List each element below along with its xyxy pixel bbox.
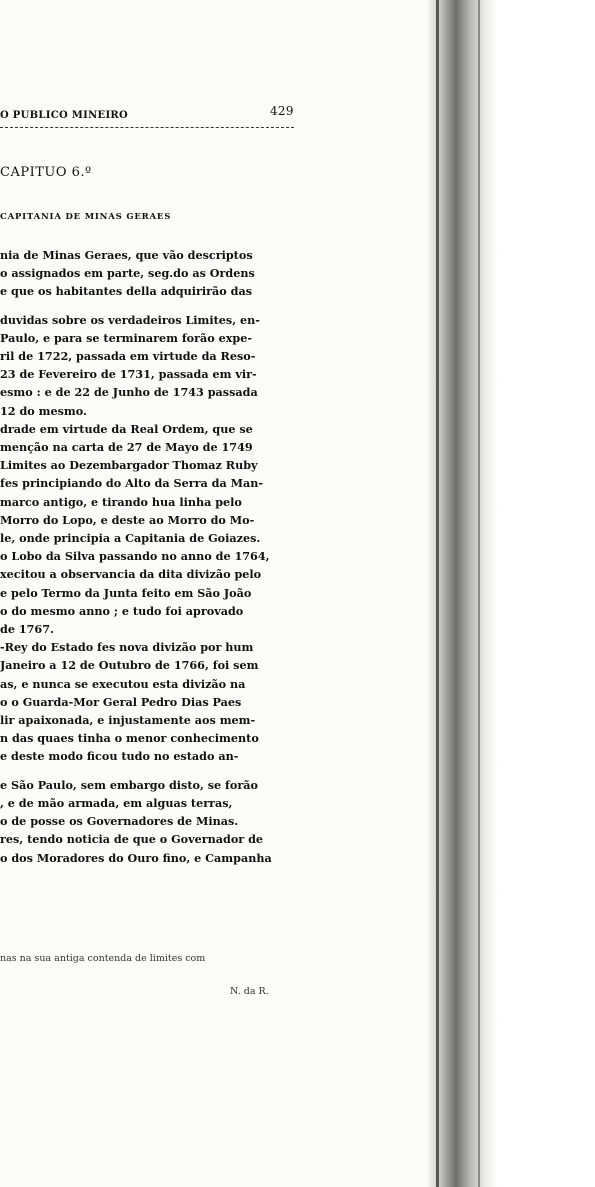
header-rule (0, 127, 294, 128)
body-line: nia de Minas Geraes, que vão descriptos (0, 248, 253, 262)
body-line: marco antigo, e tirando hua linha pelo (0, 494, 242, 509)
body-line: e pelo Termo da Junta feito em São João (0, 585, 252, 600)
chapter-title: CAPITUO 6.º (0, 165, 92, 180)
body-line: o do mesmo anno ; e tudo foi aprovado (0, 603, 244, 618)
body-line: -Rey do Estado fes nova divizão por hum (0, 640, 254, 655)
paragraph-gap (0, 766, 300, 776)
body-line: de 1767. (0, 622, 54, 637)
body-line: xecitou a observancia da dita divizão pelo (0, 567, 262, 582)
body-text (0, 246, 300, 867)
page-header (0, 104, 294, 126)
gutter-shadow-line (436, 0, 439, 1187)
body-line: drade em virtude da Real Ordem, que se (0, 421, 253, 436)
body-line: , e de mão armada, em alguas terras, (0, 795, 233, 810)
body-line: menção na carta de 27 de Mayo de 1749 (0, 440, 253, 455)
paragraph-gap (0, 301, 300, 311)
body-line: n das quaes tinha o menor conhecimento (0, 731, 259, 746)
body-line: e deste modo ficou tudo no estado an- (0, 749, 239, 764)
body-line: o assignados em parte, seg.do as Ordens (0, 266, 255, 281)
section-subtitle: CAPITANIA DE MINAS GERAES (0, 212, 172, 222)
body-line: Paulo, e para se terminarem forão expe- (0, 330, 252, 345)
footnote-signature: N. da R. (230, 986, 269, 997)
footnote: nas na sua antiga contenda de limites com (0, 953, 206, 964)
body-line: fes principiando do Alto da Serra da Man- (0, 476, 264, 491)
page-number: 429 (270, 104, 294, 118)
body-line: esmo : e de 22 de Junho de 1743 passada (0, 385, 258, 400)
body-line: e que os habitantes della adquirirão das (0, 284, 252, 299)
body-line: lir apaixonada, e injustamente aos mem- (0, 713, 256, 728)
body-line: ril de 1722, passada em virtude da Reso- (0, 349, 256, 364)
body-line: o de posse os Governadores de Minas. (0, 814, 239, 829)
running-title: O PUBLICO MINEIRO (0, 110, 129, 121)
body-line: res, tendo noticia de que o Governador de (0, 832, 264, 847)
body-line: e São Paulo, sem embargo disto, se forão (0, 777, 258, 792)
body-line: Limites ao Dezembargador Thomaz Ruby (0, 458, 258, 473)
gutter-edge-line (478, 0, 480, 1187)
body-line: Morro do Lopo, e deste ao Morro do Mo- (0, 512, 255, 527)
body-line: o o Guarda-Mor Geral Pedro Dias Paes (0, 694, 242, 709)
body-line: Janeiro a 12 de Outubro de 1766, foi sem (0, 658, 259, 673)
body-line: le, onde principia a Capitania de Goiazes. (0, 531, 261, 546)
body-line: 12 do mesmo. (0, 403, 87, 418)
body-line: o dos Moradores do Ouro fino, e Campanha (0, 850, 272, 865)
body-line: duvidas sobre os verdadeiros Limites, en- (0, 312, 260, 327)
body-line: 23 de Fevereiro de 1731, passada em vir- (0, 367, 257, 382)
body-line: as, e nunca se executou esta divizão na (0, 676, 246, 691)
body-line: o Lobo da Silva passando no anno de 1764, (0, 549, 270, 564)
